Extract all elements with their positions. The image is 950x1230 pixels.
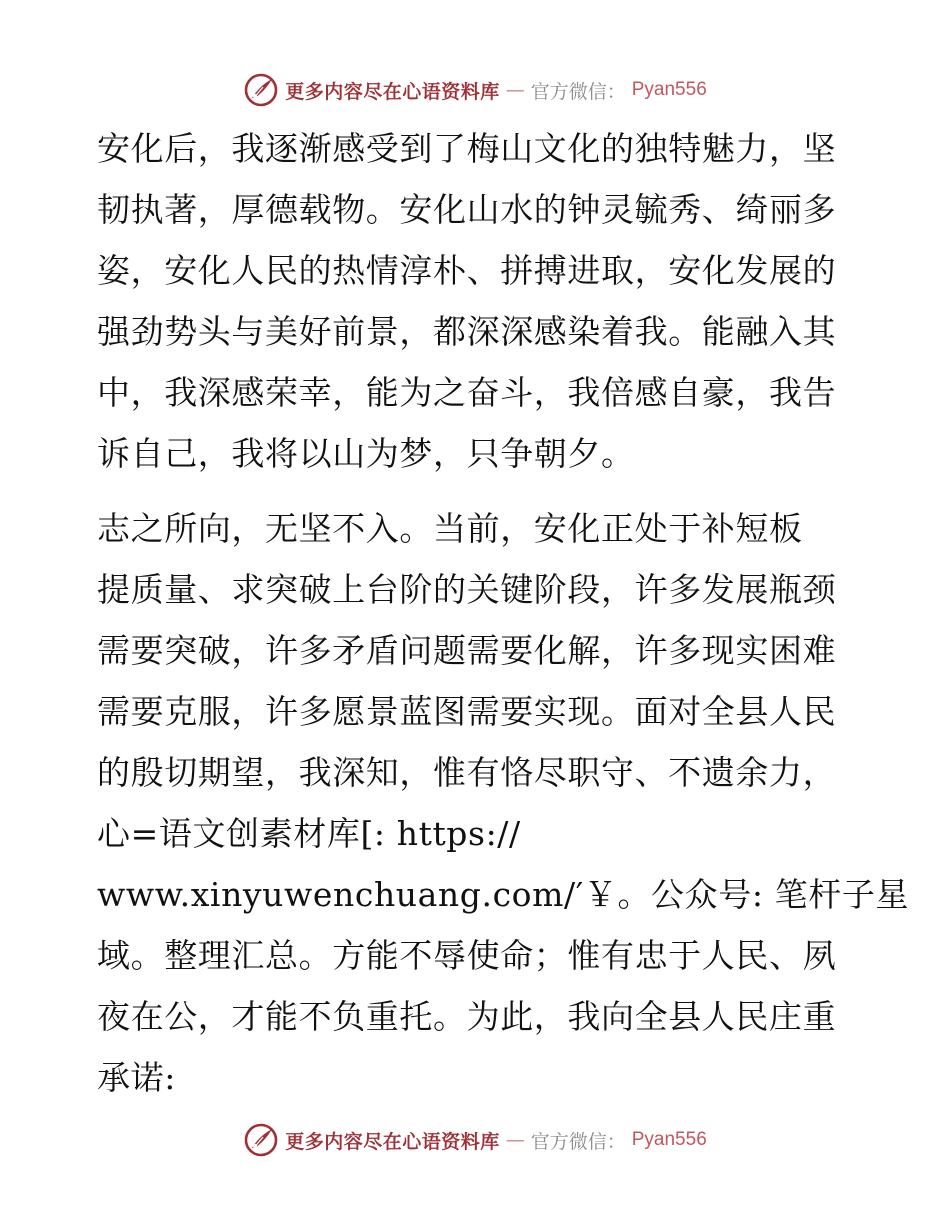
text-line: 夜在公，才能不负重托。为此，我向全县人民庄重: [97, 997, 837, 1036]
footer-wechat-label: 官方微信：: [530, 1130, 626, 1153]
header-banner-inner: [243, 72, 707, 108]
paragraph-1: [97, 118, 857, 484]
footer-brand-text: 更多内容尽在心语资料库: [285, 1130, 500, 1153]
quill-logo-icon: [243, 1122, 279, 1158]
footer-separator: —: [505, 1129, 525, 1151]
text-line: 强劲势头与美好前景，都深深感染着我。能融入其: [97, 312, 837, 351]
quill-logo-icon: [243, 72, 279, 108]
text-line: 诉自己，我将以山为梦，只争朝夕。: [97, 434, 635, 473]
text-line: 需要克服，许多愿景蓝图需要实现。面对全县人民: [97, 692, 837, 731]
text-line: 需要突破，许多矛盾问题需要化解，许多现实困难: [97, 631, 837, 670]
text-line: 承诺:: [97, 1058, 176, 1097]
text-line: 安化后，我逐渐感受到了梅山文化的独特魅力，坚: [97, 129, 837, 168]
header-brand-text: 更多内容尽在心语资料库: [285, 80, 500, 103]
text-line: 的殷切期望，我深知，惟有恪尽职守、不遗余力，: [97, 753, 837, 792]
text-line: 姿，安化人民的热情淳朴、拼搏进取，安化发展的: [97, 251, 837, 290]
text-line: 志之所向，无坚不入。当前，安化正处于补短板: [97, 509, 803, 548]
footer-banner: [0, 1120, 950, 1160]
header-separator: —: [505, 79, 525, 101]
header-banner: [0, 70, 950, 110]
text-line: 中，我深感荣幸，能为之奋斗，我倍感自豪，我告: [97, 373, 837, 412]
paragraph-gap: [97, 484, 857, 498]
text-line: 域。整理汇总。方能不辱使命；惟有忠于人民、夙: [97, 936, 837, 975]
header-wechat-id: Pyan556: [631, 79, 707, 100]
footer-wechat-id: Pyan556: [631, 1129, 707, 1150]
paragraph-2: [97, 498, 910, 1108]
text-line: 提质量、求突破上台阶的关键阶段，许多发展瓶颈: [97, 570, 837, 609]
document-body: [97, 118, 910, 1108]
text-line: www.xinyuwenchuang.com/′￥。公众号: 笔杆子星: [97, 875, 910, 914]
text-line: 心=语文创素材库[: https://: [97, 814, 521, 853]
text-line: 韧执著，厚德载物。安化山水的钟灵毓秀、绮丽多: [97, 190, 837, 229]
footer-banner-inner: [243, 1122, 707, 1158]
header-wechat-label: 官方微信：: [530, 80, 626, 103]
